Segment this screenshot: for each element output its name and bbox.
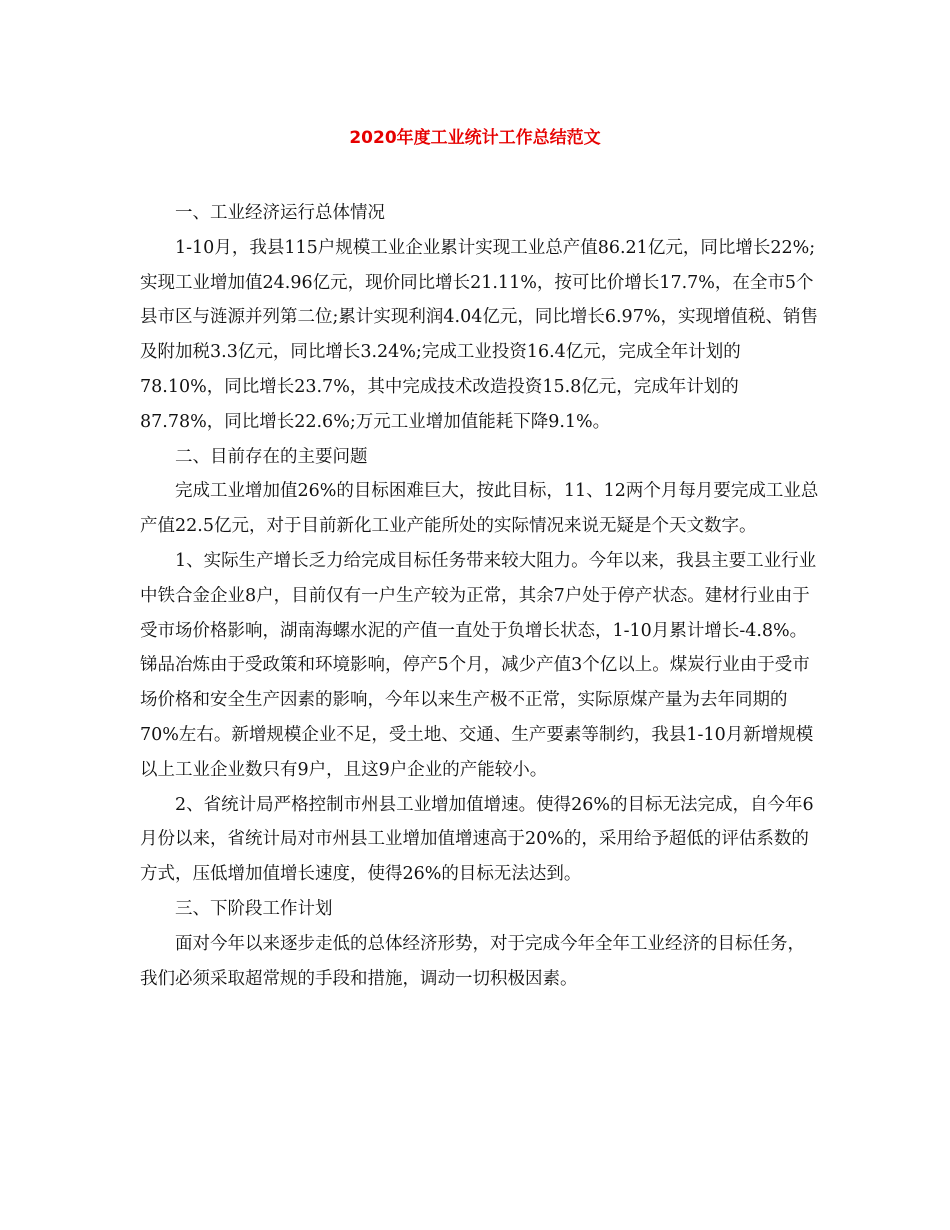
- paragraph-4: 2、省统计局严格控制市州县工业增加值增速。使得26%的目标无法完成，自今年6月份以来，省统计局对市州县工业增加值增速高于20%的，采用给予超低的评估系数的方式，压低增加值增长速度，使得26%的目标无法达到。: [140, 794, 814, 885]
- document-title: 2020年度工业统计工作总结范文: [349, 128, 601, 148]
- paragraph-1: 1-10月，我县115户规模工业企业累计实现工业总产值86.21亿元，同比增长22%;实现工业增加值24.96亿元，现价同比增长21.11%，按可比价增长17.7%，在全市5个县市区与涟源并列第二位;累计实现利润4.04亿元，同比增长6.97%，实现增值税、销售及附加税3.3亿元，同比增长3.24%;完成工业投资16.4亿元，完成全年计划的78.10%，同比增长23.7%，其中完成技术改造投资15.8亿元，完成年计划的87.78%，同比增长22.6%;万元工业增加值能耗下降9.1%。: [140, 237, 818, 432]
- paragraph-5: 面对今年以来逐步走低的总体经济形势，对于完成今年全年工业经济的目标任务，我们必须采取超常规的手段和措施，调动一切积极因素。: [140, 933, 805, 989]
- paragraph-2: 完成工业增加值26%的目标困难巨大，按此目标，11、12两个月每月要完成工业总产值22.5亿元，对于目前新化工业产能所处的实际情况来说无疑是个天文数字。: [140, 481, 819, 537]
- section-heading-3: 三、下阶段工作计划: [175, 898, 333, 919]
- section-heading-2: 二、目前存在的主要问题: [175, 446, 368, 467]
- document-body: [140, 196, 820, 996]
- section-heading-1: 一、工业经济运行总体情况: [175, 203, 385, 223]
- paragraph-3: 1、实际生产增长乏力给完成目标任务带来较大阻力。今年以来，我县主要工业行业中铁合金企业8户，目前仅有一户生产较为正常，其余7户处于停产状态。建材行业由于受市场价格影响，湖南海螺水泥的产值一直处于负增长状态，1-10月累计增长-4.8%。锑品冶炼由于受政策和环境影响，停产5个月，减少产值3个亿以上。煤炭行业由于受市场价格和安全生产因素的影响，今年以来生产极不正常，实际原煤产量为去年同期的70%左右。新增规模企业不足，受土地、交通、生产要素等制约，我县1-10月新增规模以上工业企业数只有9户，且这9户企业的产能较小。: [140, 550, 817, 780]
